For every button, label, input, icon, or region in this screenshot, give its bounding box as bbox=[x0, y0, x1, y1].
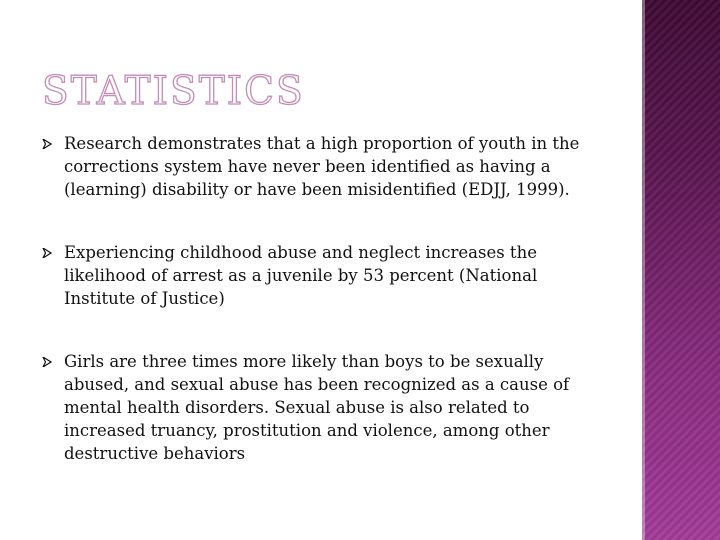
bullet-list bbox=[52, 132, 612, 465]
side-band-edge bbox=[642, 0, 645, 540]
slide-title-text: STATISTICS bbox=[42, 69, 305, 114]
side-band-texture bbox=[642, 0, 720, 540]
arrowhead-bullet-icon bbox=[42, 139, 52, 149]
decorative-side-band bbox=[642, 0, 720, 540]
bullet-text: Research demonstrates that a high proportion of youth in the corrections system have never been identified as having a (learning) disability or have been misidentified (EDJJ, 1999). bbox=[64, 134, 580, 199]
slide-title-svg bbox=[40, 66, 360, 116]
bullet-item bbox=[52, 350, 612, 465]
slide-title bbox=[40, 66, 360, 116]
bullet-item bbox=[52, 132, 612, 201]
bullet-text: Experiencing childhood abuse and neglect increases the likelihood of arrest as a juvenile by 53 percent (National Institute of Justice) bbox=[64, 243, 538, 308]
arrowhead-bullet-icon bbox=[42, 357, 52, 367]
arrowhead-bullet-icon bbox=[42, 248, 52, 258]
bullet-text: Girls are three times more likely than boys to be sexually abused, and sexual abuse has been recognized as a cause of mental health disorders. Sexual abuse is also related to increased truancy, prostitution and violence, among other destructive behaviors bbox=[64, 352, 570, 463]
bullet-item bbox=[52, 241, 612, 310]
